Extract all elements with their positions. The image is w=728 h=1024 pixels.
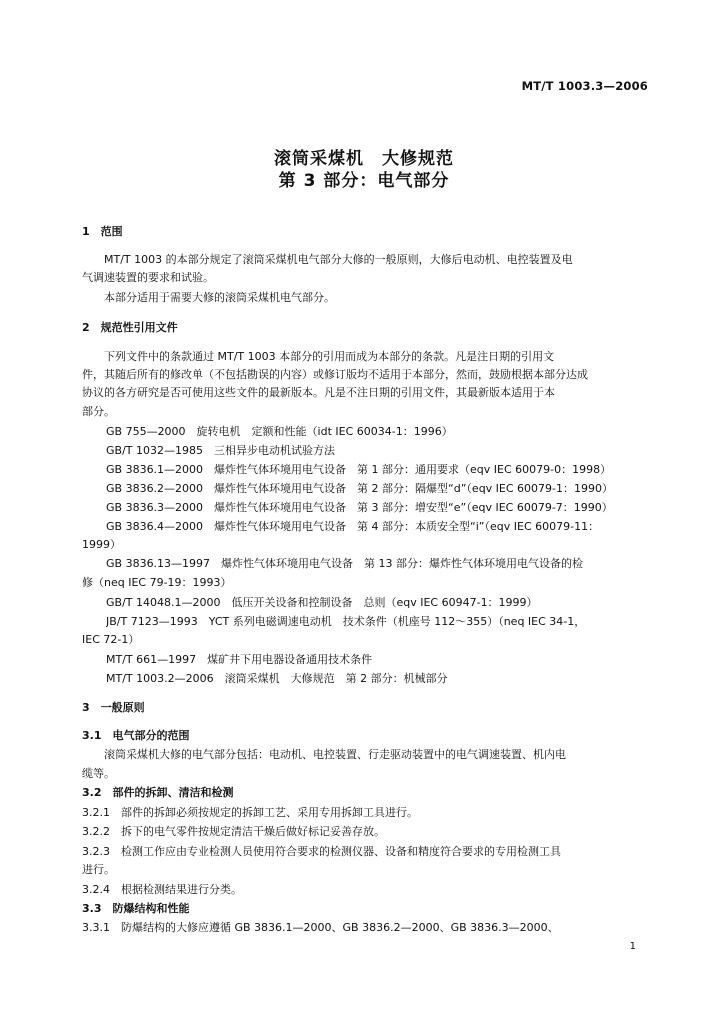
reference-item: GB/T 1032—1985 三相异步电动机试验方法 [106,444,335,457]
document-subtitle: 第 3 部分：电气部分 [278,171,450,191]
body-line: MT/T 1003 的本部分规定了滚筒采煤机电气部分大修的一般原则，大修后电动机、电控装置及电 [104,253,573,266]
reference-item: GB 3836.1—2000 爆炸性气体环境用电气设备 第 1 部分：通用要求（eqv IEC 60079-0：1998） [106,463,612,476]
clause-line: 3.2.1 部件的拆卸必须按规定的拆卸工艺、采用专用拆卸工具进行。 [82,806,418,819]
reference-item: GB 3836.3—2000 爆炸性气体环境用电气设备 第 3 部分：增安型“e”（eqv IEC 60079-7：1990） [106,501,613,514]
body-line: 滚筒采煤机大修的电气部分包括：电动机、电控装置、行走驱动装置中的电气调速装置、机内电 [104,748,566,761]
reference-item: JB/T 7123—1993 YCT 系列电磁调速电动机 技术条件（机座号 112～355）（neq IEC 34-1， [106,615,586,628]
subsection-heading: 3.2 部件的拆卸、清洁和检测 [82,786,234,799]
section-heading-scope: 1 范围 [82,225,123,238]
reference-item: GB/T 14048.1—2000 低压开关设备和控制设备 总则（eqv IEC 60947-1：1999） [106,596,538,609]
body-line: 气调速装置的要求和试验。 [82,271,214,284]
page-number: 1 [629,941,636,952]
subsection-heading: 3.1 电气部分的范围 [82,729,190,742]
section-heading-general: 3 一般原则 [82,701,145,714]
clause-line: 3.2.2 拆下的电气零件按规定清洁干燥后做好标记妥善存放。 [82,825,385,838]
clause-line: 进行。 [82,863,115,876]
reference-item: MT/T 1003.2—2006 滚筒采煤机 大修规范 第 2 部分：机械部分 [106,672,448,685]
reference-item-continuation: IEC 72-1） [82,633,140,646]
body-line: 件，其随后所有的修改单（不包括勘误的内容）或修订版均不适用于本部分，然而，鼓励根据本部分达成 [82,368,588,381]
reference-item: GB 3836.4—2000 爆炸性气体环境用电气设备 第 4 部分：本质安全型“i”（eqv IEC 60079-11： [106,520,600,533]
reference-item-continuation: 1999） [82,538,121,551]
body-line: 协议的各方研究是否可使用这些文件的最新版本。凡是不注日期的引用文件，其最新版本适用于本 [82,386,555,399]
subsection-heading: 3.3 防爆结构和性能 [82,902,190,915]
document-title: 滚筒采煤机 大修规范 [274,149,454,169]
clause-line: 3.2.3 检测工作应由专业检测人员使用符合要求的检测仪器、设备和精度符合要求的专用检测工具 [82,845,561,858]
body-line: 缆等。 [82,767,115,780]
body-line: 部分。 [82,405,115,418]
reference-item: GB 3836.13—1997 爆炸性气体环境用电气设备 第 13 部分：爆炸性气体环境用电气设备的检 [106,557,584,570]
reference-item: GB 755—2000 旋转电机 定额和性能（idt IEC 60034-1：1996） [106,425,453,438]
clause-line: 3.2.4 根据检测结果进行分类。 [82,883,242,896]
body-line: 本部分适用于需要大修的滚筒采煤机电气部分。 [104,291,335,304]
reference-item: MT/T 661—1997 煤矿井下用电器设备通用技术条件 [106,653,373,666]
reference-item-continuation: 修（neq IEC 79-19：1993） [82,576,232,589]
body-line: 下列文件中的条款通过 MT/T 1003 本部分的引用而成为本部分的条款。凡是注日期的引用文 [104,350,555,363]
standard-code: MT/T 1003.3—2006 [521,79,648,93]
clause-line: 3.3.1 防爆结构的大修应遵循 GB 3836.1—2000、GB 3836.2—2000、GB 3836.3—2000、 [82,921,559,934]
reference-item: GB 3836.2—2000 爆炸性气体环境用电气设备 第 2 部分：隔爆型“d”（eqv IEC 60079-1：1990） [106,482,614,495]
section-heading-references: 2 规范性引用文件 [82,321,178,334]
